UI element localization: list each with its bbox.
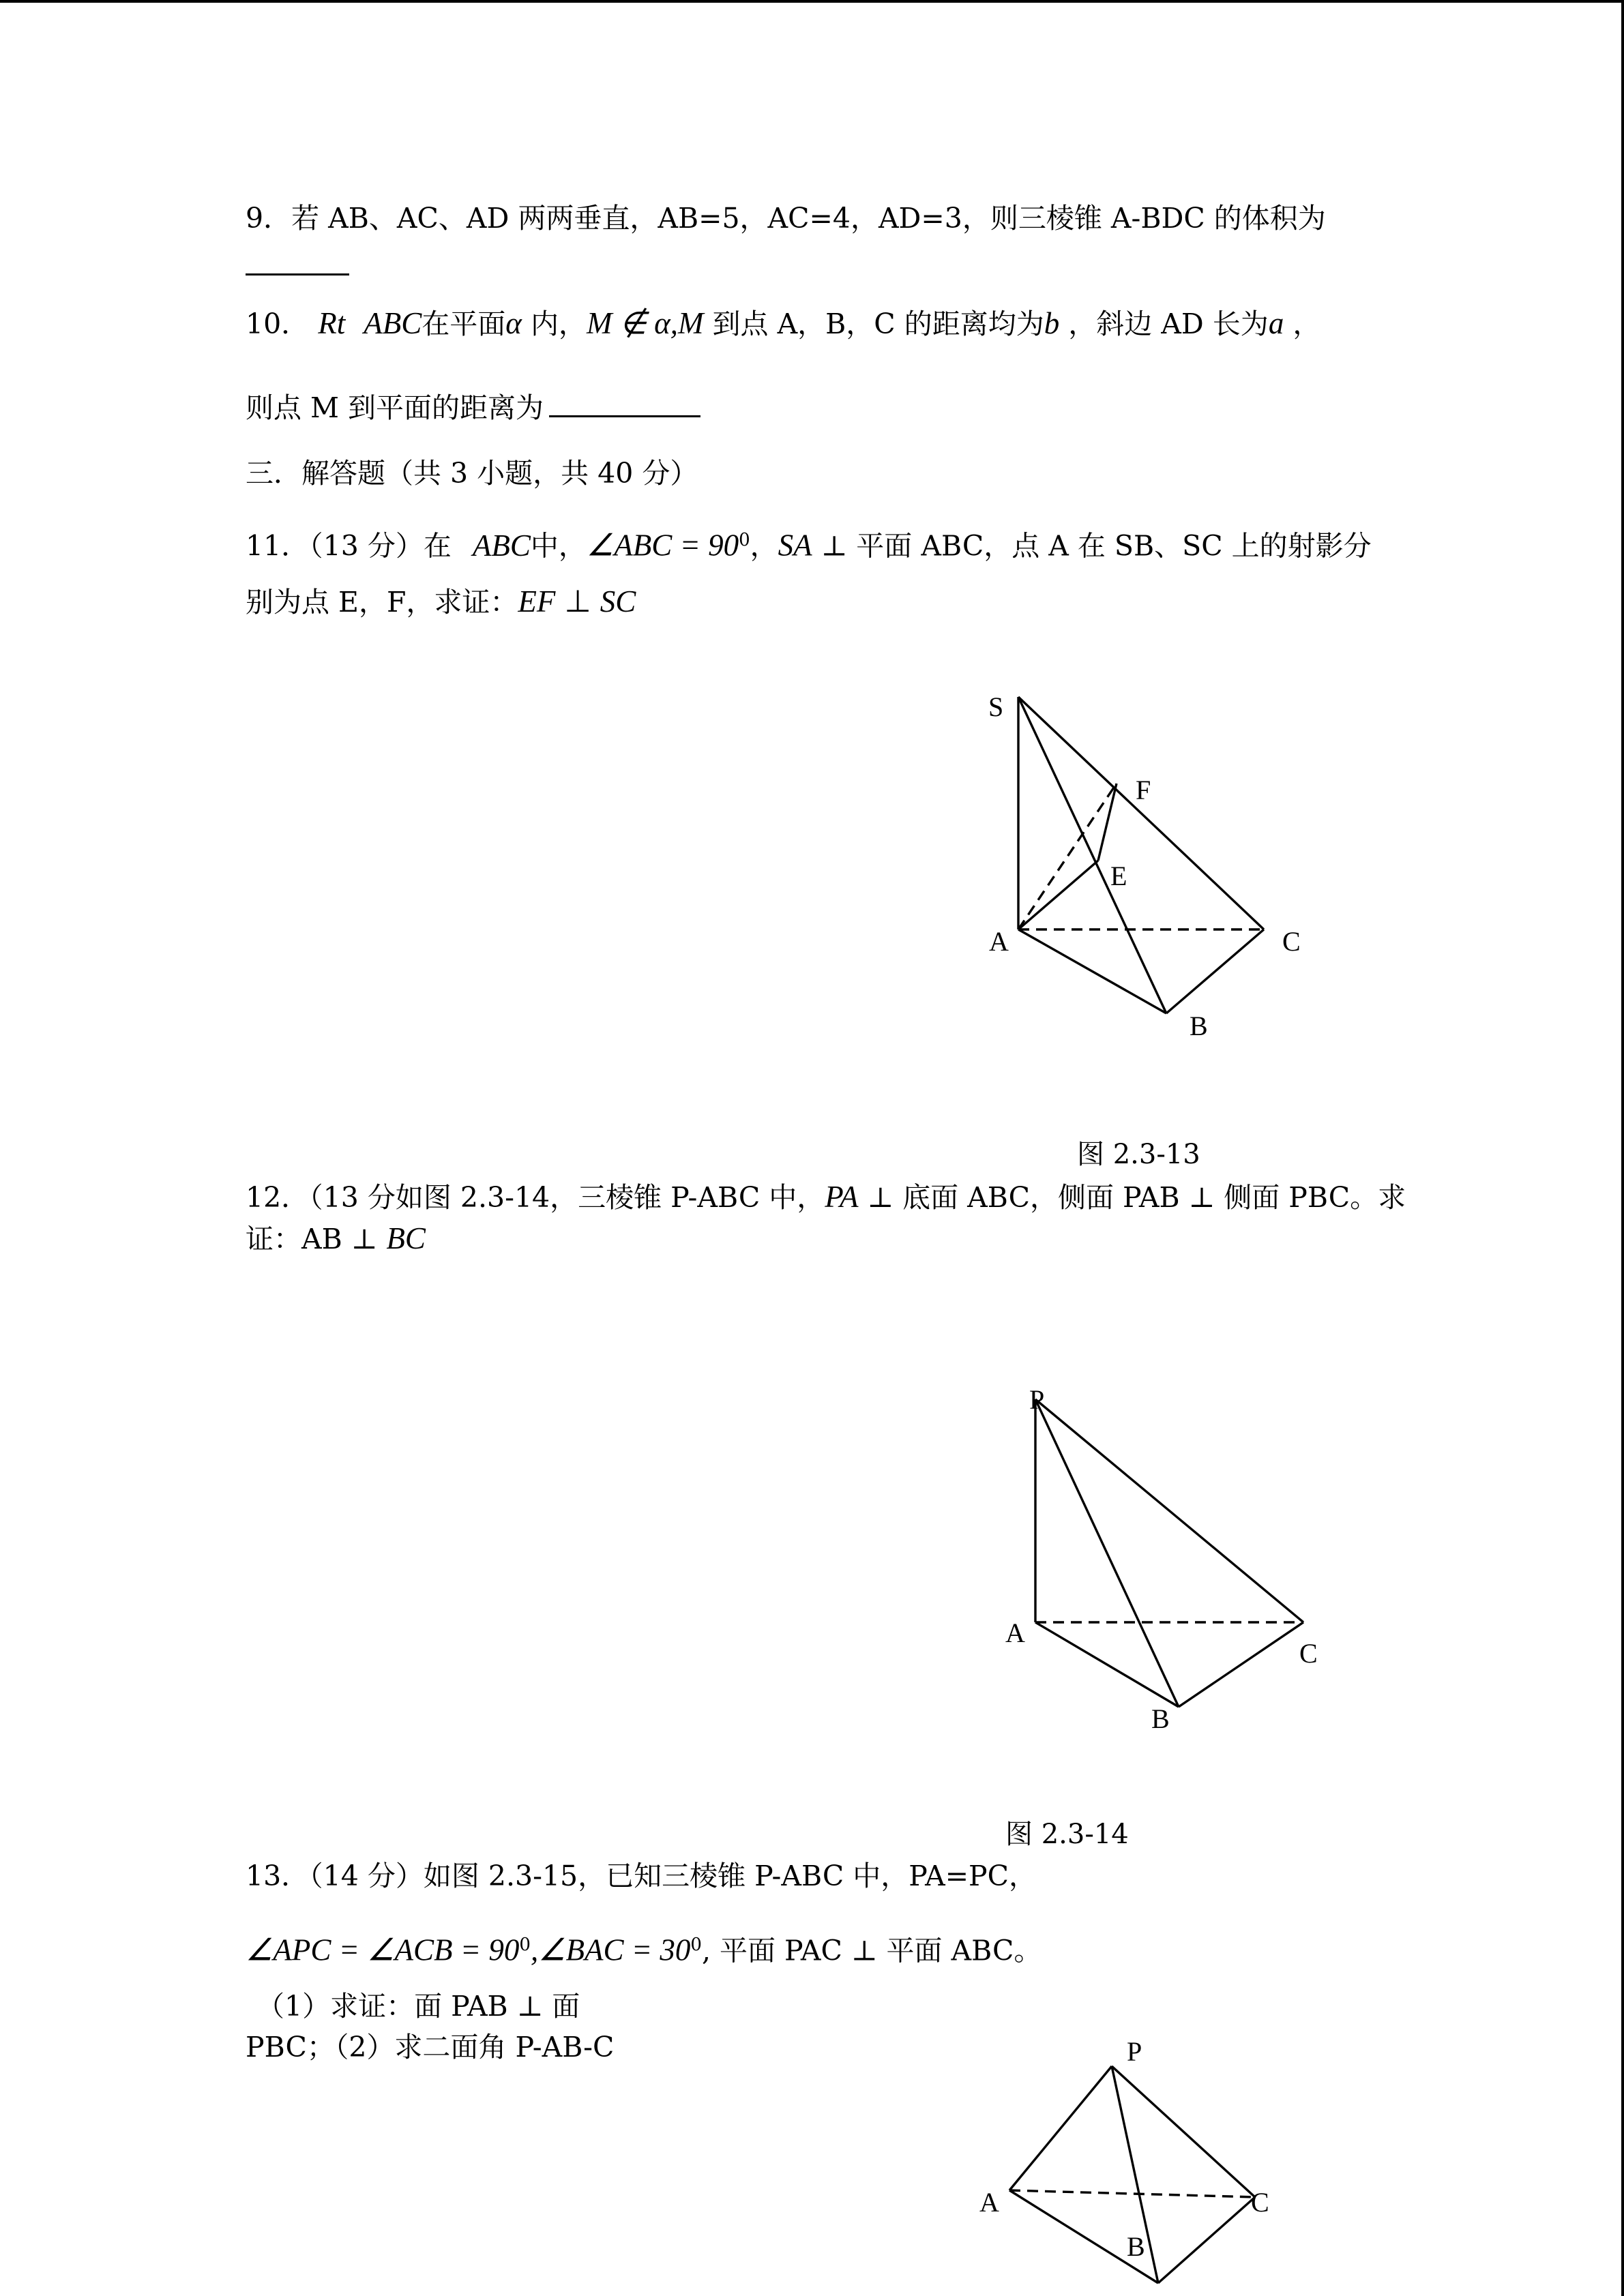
label-a: A — [979, 2187, 999, 2218]
problem-9-statement: 9．若 AB、AC、AD 两两垂直，AB=5，AC=4，AD=3，则三棱锥 A-BDC 的体积为 — [246, 202, 1326, 235]
label-b: B — [1151, 1703, 1170, 1734]
edge-ac-dashed — [1009, 2190, 1255, 2197]
math-superscript: 0 — [739, 530, 750, 550]
edge-pc — [1112, 2066, 1255, 2197]
text-segment: 证：AB ⊥ — [246, 1223, 378, 1255]
math-perp: ⊥ — [564, 584, 591, 618]
label-s: S — [988, 691, 1004, 722]
section-title: 三．解答题（共 3 小题，共 40 分） — [246, 457, 698, 490]
subquestion-1: （1）求证：面 PAB ⊥ 面 — [256, 1990, 580, 2023]
text-segment: 别为点 E，F，求证： — [246, 586, 518, 618]
math-b: b — [1044, 306, 1060, 340]
problem-statement: 13．（14 分）如图 2.3-15，已知三棱锥 P-ABC 中，PA=PC， — [246, 1860, 1037, 1892]
text-segment: ， — [750, 529, 778, 563]
problem-number: 12．（13 分如图 2.3-14，三棱锥 P-ABC 中， — [246, 1181, 825, 1214]
math-angle-bac: ,∠BAC = 30 — [530, 1933, 691, 1967]
label-c: C — [1299, 1638, 1318, 1669]
label-b: B — [1190, 1011, 1208, 1041]
edge-bc — [1158, 2197, 1255, 2283]
label-f: F — [1136, 775, 1151, 805]
math-rt: Rt — [318, 306, 346, 340]
math-sc: SC — [600, 584, 636, 618]
math-abc: ABC — [472, 528, 531, 563]
figure-caption: 图 2.3-14 — [1005, 1819, 1129, 1850]
math-pa: PA — [825, 1180, 859, 1214]
math-abc: ABC — [364, 306, 422, 340]
math-sa: SA — [778, 528, 812, 563]
text-segment: ，斜边 AD 长为 — [1068, 308, 1269, 340]
math-superscript: 0 — [519, 1935, 531, 1955]
math-bc: BC — [386, 1221, 426, 1255]
label-c: C — [1282, 926, 1301, 957]
text-segment: 到点 A，B，C 的距离均为 — [712, 308, 1044, 340]
math-a: a — [1268, 306, 1284, 340]
math-superscript: 0 — [690, 1935, 702, 1955]
text-segment: 中， — [530, 529, 587, 563]
edge-pa — [1009, 2066, 1112, 2190]
label-p: P — [1029, 1384, 1045, 1415]
text-segment: 则点 M 到平面的距离为 — [246, 391, 544, 424]
label-p: P — [1127, 2036, 1142, 2067]
problem-number: 11．（13 分）在 — [246, 529, 452, 563]
text-segment: ⊥ 平面 ABC，点 A 在 SB、SC 上的射影分 — [821, 529, 1372, 563]
label-e: E — [1110, 861, 1127, 891]
label-b: B — [1127, 2231, 1145, 2262]
math-condition: M ∉ α,M — [586, 306, 704, 340]
text-segment: ， — [1293, 308, 1321, 340]
text-segment: 内， — [530, 308, 587, 340]
label-a: A — [1005, 1617, 1025, 1648]
label-c: C — [1251, 2187, 1269, 2218]
math-angles: ∠APC = ∠ACB = 90 — [246, 1933, 520, 1967]
label-a: A — [989, 926, 1009, 957]
math-alpha: α — [505, 306, 522, 340]
math-angle: ∠ABC = 90 — [586, 528, 739, 563]
text-segment: 在平面 — [422, 308, 506, 340]
math-ef: EF — [518, 584, 556, 618]
text-segment: ⊥ 底面 ABC，侧面 PAB ⊥ 侧面 PBC。求 — [867, 1181, 1406, 1214]
text-segment: , 平面 PAC ⊥ 平面 ABC。 — [701, 1934, 1042, 1967]
subquestion-2: PBC；（2）求二面角 P-AB-C — [246, 2031, 615, 2063]
problem-number: 10． — [246, 308, 310, 340]
figure-caption: 图 2.3-13 — [1077, 1139, 1200, 1170]
